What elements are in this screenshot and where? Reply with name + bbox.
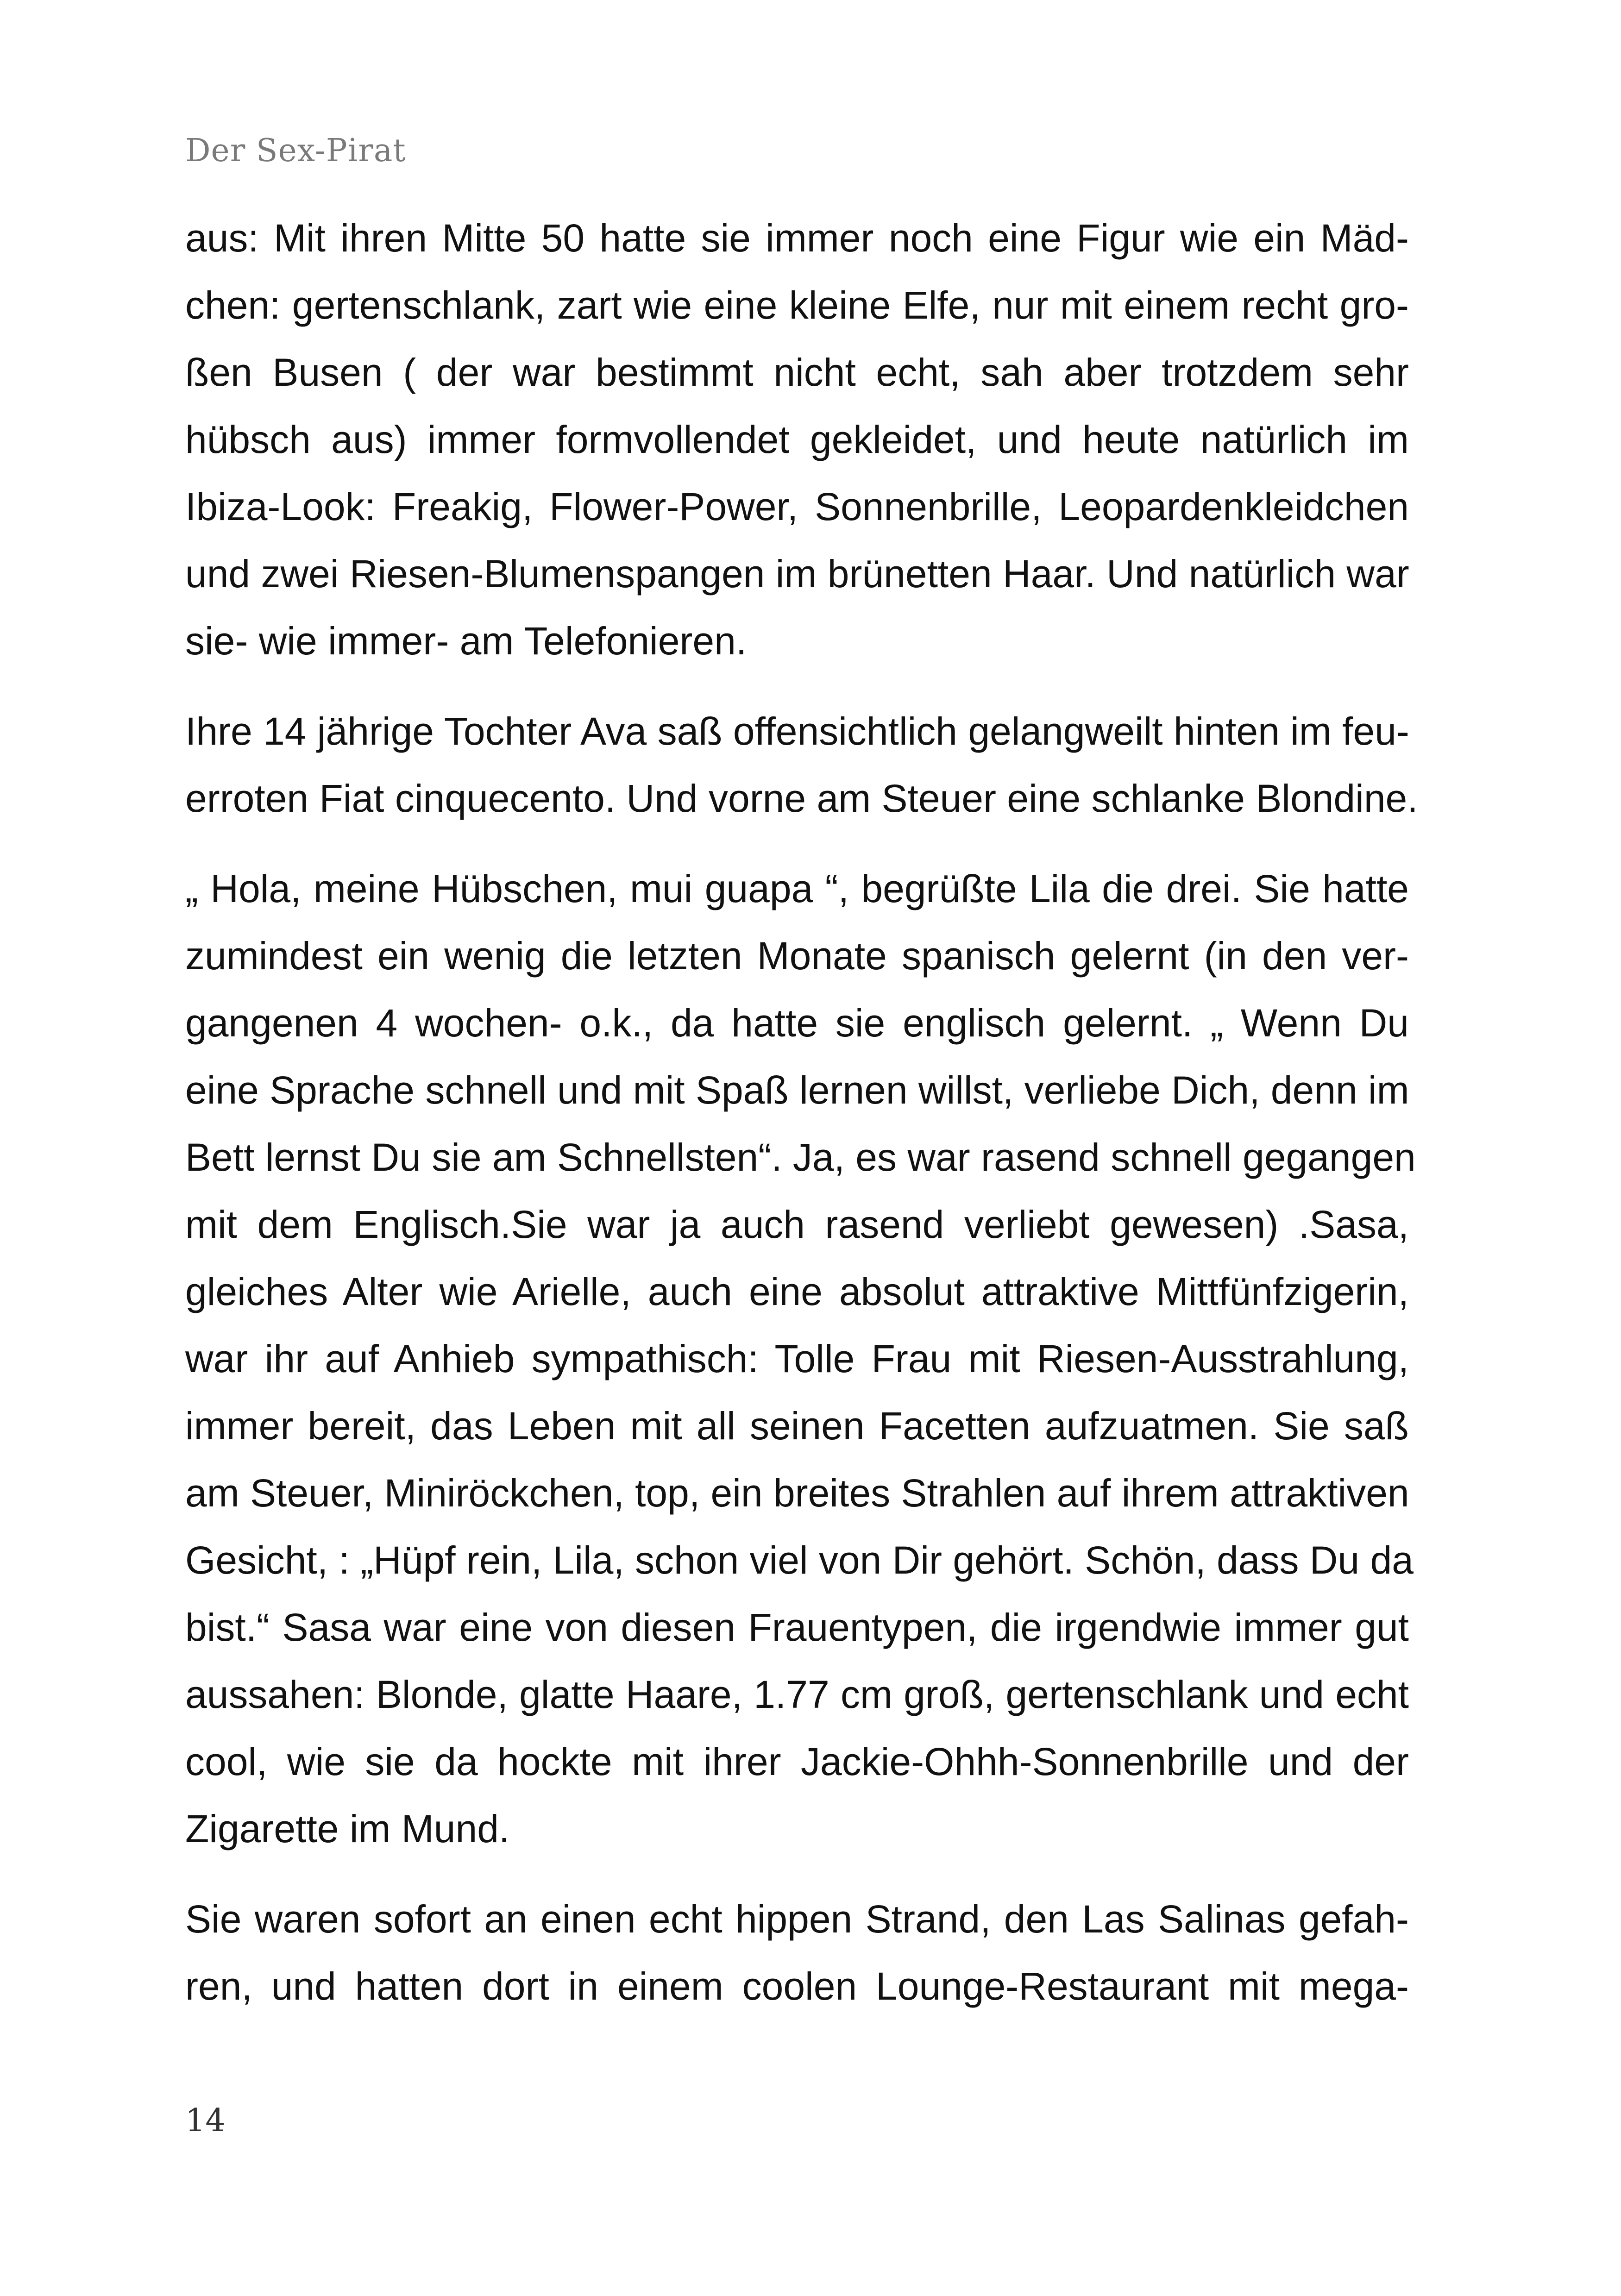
body-text xyxy=(185,205,1418,2043)
text-line: Zigarette im Mund. xyxy=(185,1807,510,1851)
text-line: war ihr auf Anhieb sympathisch: Tolle Frau mit Riesen-Ausstrahlung, xyxy=(185,1337,1409,1380)
paragraph-1 xyxy=(185,205,1409,675)
paragraph-3 xyxy=(185,855,1416,1863)
text-line: Bett lernst Du sie am Schnellsten“. Ja, es war rasend schnell gegangen xyxy=(185,1135,1416,1179)
text-line: gangenen 4 wochen- o.k., da hatte sie englisch gelernt. „ Wenn Du xyxy=(185,1001,1409,1045)
text-line: mit dem Englisch.Sie war ja auch rasend verliebt gewesen) .Sasa, xyxy=(185,1203,1409,1246)
text-line: Ibiza-Look: Freakig, Flower-Power, Sonnenbrille, Leopardenkleidchen xyxy=(185,485,1409,528)
running-header: Der Sex-Pirat xyxy=(185,132,406,169)
text-line: gleiches Alter wie Arielle, auch eine absolut attraktive Mittfünfzigerin, xyxy=(185,1270,1409,1313)
text-line: aussahen: Blonde, glatte Haare, 1.77 cm groß, gertenschlank und echt xyxy=(185,1673,1409,1716)
text-line: eine Sprache schnell und mit Spaß lernen willst, verliebe Dich, denn im xyxy=(185,1068,1409,1112)
text-line: immer bereit, das Leben mit all seinen Facetten aufzuatmen. Sie saß xyxy=(185,1404,1409,1448)
text-line: Sie waren sofort an einen echt hippen Strand, den Las Salinas gefah- xyxy=(185,1897,1409,1941)
text-line: ßen Busen ( der war bestimmt nicht echt, sah aber trotzdem sehr xyxy=(185,351,1409,394)
text-line: erroten Fiat cinquecento. Und vorne am Steuer eine schlanke Blondine. xyxy=(185,777,1418,820)
text-line: chen: gertenschlank, zart wie eine kleine Elfe, nur mit einem recht gro- xyxy=(185,283,1409,327)
text-line: Ihre 14 jährige Tochter Ava saß offensichtlich gelangweilt hinten im feu- xyxy=(185,709,1409,753)
text-line: bist.“ Sasa war eine von diesen Frauentypen, die irgendwie immer gut xyxy=(185,1606,1409,1649)
text-line: ren, und hatten dort in einem coolen Lounge-Restaurant mit mega- xyxy=(185,1964,1409,2008)
text-line: sie- wie immer- am Telefonieren. xyxy=(185,619,747,663)
paragraph-2 xyxy=(185,698,1418,832)
text-line: aus: Mit ihren Mitte 50 hatte sie immer noch eine Figur wie ein Mäd- xyxy=(185,216,1409,260)
text-line: „ Hola, meine Hübschen, mui guapa “, begrüßte Lila die drei. Sie hatte xyxy=(185,867,1409,910)
text-line: am Steuer, Miniröckchen, top, ein breites Strahlen auf ihrem attraktiven xyxy=(185,1471,1409,1515)
text-line: cool, wie sie da hockte mit ihrer Jackie-Ohhh-Sonnenbrille und der xyxy=(185,1740,1409,1783)
text-line: zumindest ein wenig die letzten Monate spanisch gelernt (in den ver- xyxy=(185,934,1409,978)
text-line: und zwei Riesen-Blumenspangen im brünetten Haar. Und natürlich war xyxy=(185,552,1409,596)
text-line: Gesicht, : „Hüpf rein, Lila, schon viel von Dir gehört. Schön, dass Du da xyxy=(185,1538,1414,1582)
text-line: hübsch aus) immer formvollendet gekleidet, und heute natürlich im xyxy=(185,418,1409,461)
page-number: 14 xyxy=(185,2102,226,2139)
paragraph-4 xyxy=(185,1886,1409,2020)
